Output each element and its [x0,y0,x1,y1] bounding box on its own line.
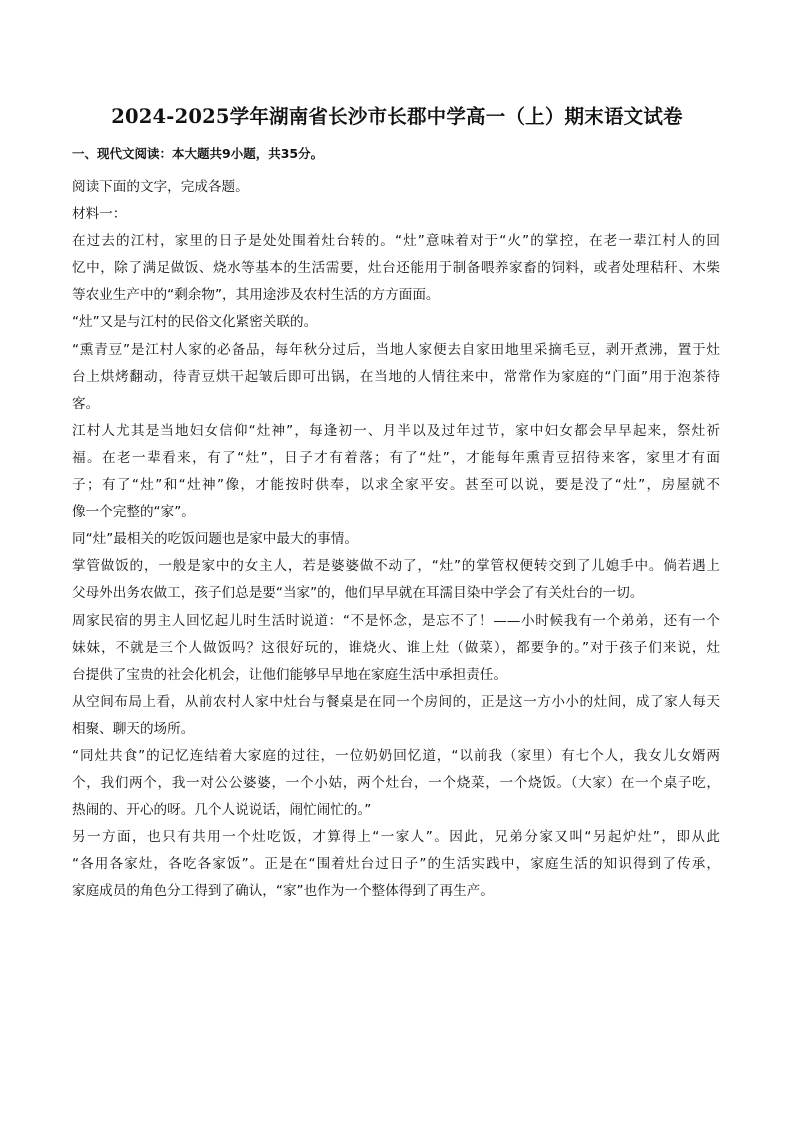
text-line: 台提供了宝贵的社会化机会，让他们能够早早地在家庭生活中承担责任。 [72,666,507,683]
article-body [72,174,720,906]
text-line: 个，我们两个，我一对公公婆婆，一个小姑，两个灶台，一个烧菜，一个烧饭。（大家）在一个桌子吃， [72,775,720,792]
text-line: “各用各家灶，各吃各家饭”。正是在“围着灶台过日子”的生活实践中，家庭生活的知识得到了传承， [72,856,720,873]
material-label: 材料一： [72,206,127,223]
text-line: 等农业生产中的“剩余物”，其用途涉及农村生活的方方面面。 [72,287,440,304]
text-line: 家庭成员的角色分工得到了确认，“家”也作为一个整体得到了再生产。 [72,883,494,900]
text-line: 客。 [72,395,100,412]
text-line: 从空间布局上看，从前农村人家中灶台与餐桌是在同一个房间的，正是这一方小小的灶间，成了家人每天 [72,693,720,710]
text-line: 父母外出务农做工，孩子们总是要“当家”的，他们早早就在耳濡目染中学会了有关灶台的一切。 [72,585,644,602]
text-line: “灶”又是与江村的民俗文化紧密关联的。 [72,314,318,331]
instruction-line: 阅读下面的文字，完成各题。 [72,179,249,195]
text-line: 江村人尤其是当地妇女信仰“灶神”，每逢初一、月半以及过年过节，家中妇女都会早早起来，祭灶祈 [72,422,720,439]
text-line: 在过去的江村，家里的日子是处处围着灶台转的。“灶”意味着对于“火”的掌控，在老一辈江村人的回 [72,233,720,250]
text-line: 掌管做饭的，一般是家中的女主人，若是婆婆做不动了，“灶”的掌管权便转交到了儿媳手中。倘若遇上 [72,558,720,575]
text-line: 子；有了“灶”和“灶神”像，才能按时供奉，以求全家平安。甚至可以说，要是没了“灶”，房屋就不 [72,477,720,494]
text-line: 热闹的、开心的呀。几个人说说话，闹忙闹忙的。” [72,802,372,819]
text-line: 忆中，除了满足做饭、烧水等基本的生活需要，灶台还能用于制备喂养家畜的饲料，或者处理秸秆、木柴 [72,260,720,277]
text-line: 相聚、聊天的场所。 [72,720,195,737]
document-title: 2024-2025学年湖南省长沙市长郡中学高一（上）期末语文试卷 [111,105,683,128]
section-header: 一、现代文阅读：本大题共9小题，共35分。 [72,146,324,161]
text-line: 妹妹，不就是三个人做饭吗？这很好玩的，谁烧火、谁上灶（做菜），都要争的。”对于孩子们来说，灶 [72,639,720,656]
text-line: 周家民宿的男主人回忆起儿时生活时说道：“不是怀念，是忘不了！——小时候我有一个弟弟，还有一个 [72,612,720,629]
text-line: 福。在老一辈看来，有了“灶”，日子才有着落；有了“灶”，才能每年熏青豆招待来客，家里才有面 [72,449,720,466]
text-line: “同灶共食”的记忆连结着大家庭的过往，一位奶奶回忆道，“以前我（家里）有七个人，我女儿女婿两 [72,747,720,764]
text-line: 台上烘烤翻动，待青豆烘干起皱后即可出锅，在当地的人情往来中，常常作为家庭的“门面”用于泡茶待 [72,368,720,385]
text-line: 另一方面，也只有共用一个灶吃饭，才算得上“一家人”。因此，兄弟分家又叫“另起炉灶”，即从此 [72,829,720,846]
text-line: “熏青豆”是江村人家的必备品，每年秋分过后，当地人家便去自家田地里采摘毛豆，剥开煮沸，置于灶 [72,341,720,358]
text-line: 像一个完整的“家”。 [72,504,195,521]
text-line: 同“灶”最相关的吃饭问题也是家中最大的事情。 [72,531,358,548]
